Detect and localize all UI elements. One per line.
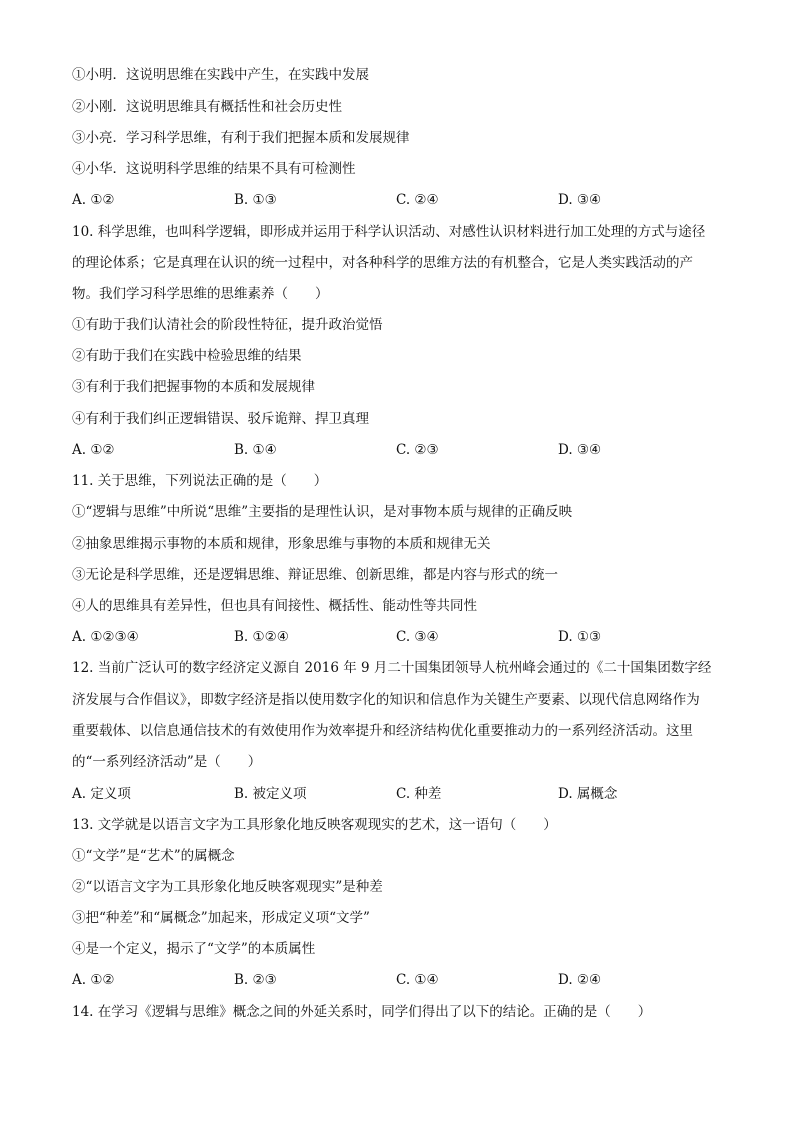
- q10-item-4: ④有利于我们纠正逻辑错误、驳斥诡辩、捍卫真理: [72, 411, 369, 427]
- q11-item-1: ①“逻辑与思维”中所说“思维”主要指的是理性认识，是对事物本质与规律的正确反映: [72, 504, 573, 520]
- q11-option-c: C. ③④: [396, 629, 439, 645]
- q11-stem: 11. 关于思维，下列说法正确的是（ ）: [72, 473, 328, 489]
- q12-option-b: B. 被定义项: [234, 786, 307, 802]
- q10-stem-line-2: 的理论体系；它是真理在认识的统一过程中，对各种科学的思维方法的有机整合，它是人类实践活动的产: [72, 255, 693, 271]
- q11-option-a: A. ①②③④: [72, 629, 139, 645]
- q12-stem-line-4: 的“一系列经济活动”是（ ）: [72, 754, 262, 770]
- q12-option-d: D. 属概念: [558, 786, 618, 802]
- q11-item-2: ②抽象思维揭示事物的本质和规律，形象思维与事物的本质和规律无关: [72, 536, 491, 552]
- q9-option-d: D. ③④: [558, 192, 602, 208]
- q9-item-4: ④小华．这说明科学思维的结果不具有可检测性: [72, 161, 356, 177]
- q11-item-4: ④人的思维具有差异性，但也具有间接性、概括性、能动性等共同性: [72, 598, 477, 614]
- q12-stem-line-1: 12. 当前广泛认可的数字经济定义源自 2016 年 9 月二十国集团领导人杭州峰会通过的《二十国集团数字经: [72, 660, 712, 676]
- q9-option-b: B. ①③: [234, 192, 277, 208]
- q12-option-c: C. 种差: [396, 786, 442, 802]
- q12-stem-line-2: 济发展与合作倡议》，即数字经济是指以使用数字化的知识和信息作为关键生产要素、以现代信息网络作为: [72, 692, 700, 708]
- q10-option-b: B. ①④: [234, 442, 277, 458]
- q14-stem: 14. 在学习《逻辑与思维》概念之间的外延关系时，同学们得出了以下的结论。正确的是（ ）: [72, 1004, 652, 1020]
- q10-stem-line-3: 物。我们学习科学思维的思维素养（ ）: [72, 286, 329, 302]
- q10-item-1: ①有助于我们认清社会的阶段性特征，提升政治觉悟: [72, 317, 383, 333]
- q10-item-3: ③有利于我们把握事物的本质和发展规律: [72, 379, 315, 395]
- q13-item-3: ③把“种差”和“属概念”加起来，形成定义项“文学”: [72, 910, 370, 926]
- q11-option-d: D. ①③: [558, 629, 602, 645]
- q13-item-4: ④是一个定义，揭示了“文学”的本质属性: [72, 941, 316, 957]
- q12-stem-line-3: 重要载体、以信息通信技术的有效使用作为效率提升和经济结构优化重要推动力的一系列经济活动。这里: [72, 723, 693, 739]
- q13-option-d: D. ②④: [558, 972, 602, 988]
- q13-item-2: ②“以语言文字为工具形象化地反映客观现实”是种差: [72, 879, 383, 895]
- q9-option-a: A. ①②: [72, 192, 115, 208]
- q13-option-c: C. ①④: [396, 972, 439, 988]
- q13-item-1: ①“文学”是“艺术”的属概念: [72, 848, 235, 864]
- q9-item-1: ①小明．这说明思维在实践中产生，在实践中发展: [72, 67, 369, 83]
- q10-option-c: C. ②③: [396, 442, 439, 458]
- q11-option-b: B. ①②④: [234, 629, 289, 645]
- q10-option-a: A. ①②: [72, 442, 115, 458]
- q13-option-b: B. ②③: [234, 972, 277, 988]
- q9-item-2: ②小刚．这说明思维具有概括性和社会历史性: [72, 99, 342, 115]
- q12-option-a: A. 定义项: [72, 786, 131, 802]
- q9-item-3: ③小亮．学习科学思维，有利于我们把握本质和发展规律: [72, 130, 410, 146]
- q13-option-a: A. ①②: [72, 972, 115, 988]
- q9-option-c: C. ②④: [396, 192, 439, 208]
- q10-stem-line-1: 10. 科学思维，也叫科学逻辑，即形成并运用于科学认识活动、对感性认识材料进行加工处理的方式与途径: [72, 224, 706, 240]
- q10-item-2: ②有助于我们在实践中检验思维的结果: [72, 348, 302, 364]
- q10-option-d: D. ③④: [558, 442, 602, 458]
- q13-stem: 13. 文学就是以语言文字为工具形象化地反映客观现实的艺术，这一语句（ ）: [72, 817, 557, 833]
- q11-item-3: ③无论是科学思维，还是逻辑思维、辩证思维、创新思维，都是内容与形式的统一: [72, 567, 558, 583]
